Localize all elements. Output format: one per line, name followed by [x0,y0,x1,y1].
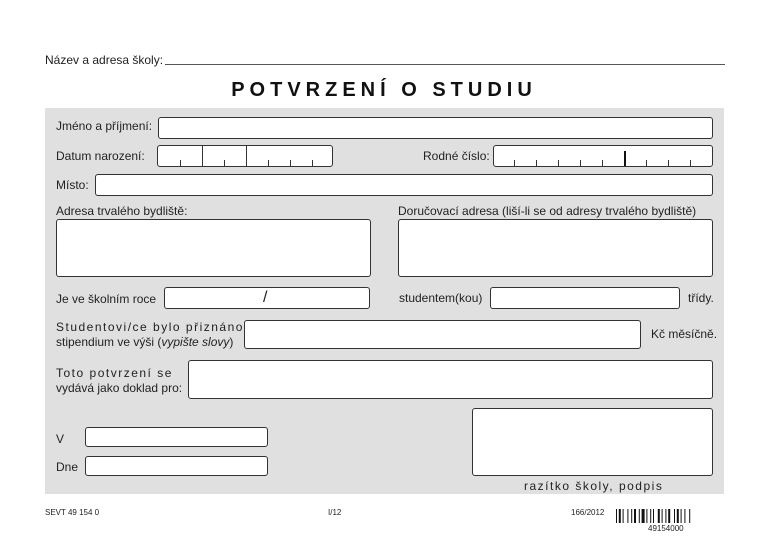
page-title: POTVRZENÍ O STUDIU [231,79,537,101]
stamp-signature-field[interactable] [472,408,713,476]
stipend-label-suffix: ) [229,335,234,349]
student-label: studentem(kou) [399,291,483,305]
stipend-label-line1: Studentovi/ce bylo přiznáno [56,320,244,334]
school-name-address-label: Název a adresa školy: [45,53,164,67]
barcode-number: 49154000 [648,524,684,533]
purpose-label-line2: vydává jako doklad pro: [56,381,183,395]
birth-number-tick [646,160,647,166]
stipend-field[interactable] [244,320,641,349]
purpose-label-line1: Toto potvrzení se [56,366,173,380]
delivery-address-label: Doručovací adresa (liší-li se od adresy trvalého bydliště) [398,204,697,218]
stipend-label-line2 [56,335,233,349]
in-label: V [56,432,65,446]
birth-number-tick [668,160,669,166]
dob-tick [312,160,313,166]
place-field[interactable] [95,174,713,196]
place-label: Místo: [56,178,89,192]
address-field[interactable] [56,219,371,277]
birth-number-divider [624,151,626,166]
in-place-field[interactable] [85,427,268,447]
birth-number-tick [536,160,537,166]
address-label: Adresa trvalého bydliště: [56,204,188,218]
footer-page: I/12 [328,508,342,517]
school-name-address-line[interactable] [165,64,725,65]
name-field[interactable] [158,117,713,139]
stipend-label-prefix: stipendium ve výši ( [56,335,162,349]
footer-code: SEVT 49 154 0 [45,508,100,517]
date-label: Dne [56,460,79,474]
class-field[interactable] [490,287,680,309]
currency-label: Kč měsíčně. [651,327,718,341]
dob-tick [290,160,291,166]
school-year-label: Je ve školním roce [56,292,157,306]
birth-number-tick [580,160,581,166]
school-year-separator: / [263,289,268,306]
birth-number-tick [602,160,603,166]
name-label: Jméno a příjmení: [56,119,153,133]
birth-number-tick [690,160,691,166]
dob-separator [202,146,203,166]
stipend-label-italic: vypište slovy [161,335,230,349]
dob-tick [268,160,269,166]
barcode [616,509,724,523]
footer-issue: 166/2012 [571,508,605,517]
birth-number-field[interactable] [493,145,713,167]
dob-label: Datum narození: [56,149,145,163]
birth-number-tick [514,160,515,166]
date-field[interactable] [85,456,268,476]
delivery-address-field[interactable] [398,219,713,277]
birth-number-label: Rodné číslo: [423,149,490,163]
dob-separator [246,146,247,166]
birth-number-tick [558,160,559,166]
dob-field[interactable] [157,145,333,167]
purpose-field[interactable] [188,360,713,399]
stamp-label: razítko školy, podpis [524,479,664,493]
class-label: třídy. [688,291,714,305]
dob-tick [180,160,181,166]
school-year-field[interactable] [164,287,370,309]
dob-tick [224,160,225,166]
